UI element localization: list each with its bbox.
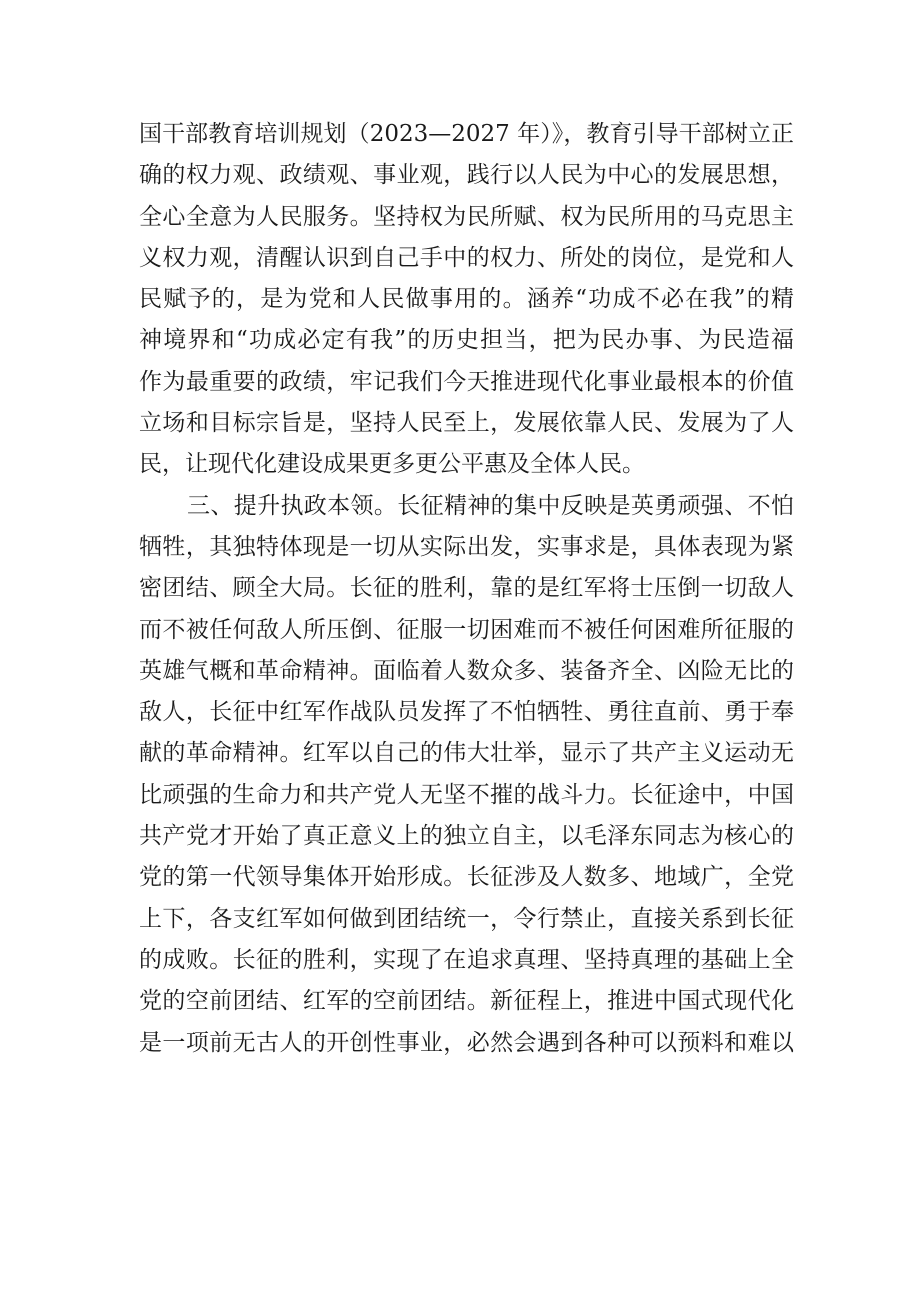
paragraph-1 xyxy=(139,114,794,486)
text-line: 密团结、顾全大局。长征的胜利，靠的是红军将士压倒一切敌人 xyxy=(139,575,794,602)
text-line: 三、提升执政本领。长征精神的集中反映是英勇顽强、不怕 xyxy=(187,492,794,519)
text-line: 是一项前无古人的开创性事业，必然会遇到各种可以预料和难以 xyxy=(139,1029,794,1056)
text-line: 英雄气概和革命精神。面临着人数众多、装备齐全、凶险无比的 xyxy=(139,657,794,684)
text-line: 党的第一代领导集体开始形成。长征涉及人数多、地域广，全党 xyxy=(139,864,794,891)
text-line: 敌人，长征中红军作战队员发挥了不怕牺牲、勇往直前、勇于奉 xyxy=(139,699,794,726)
paragraph-2 xyxy=(139,486,794,1064)
text-line: 民，让现代化建设成果更多更公平惠及全体人民。 xyxy=(139,451,645,478)
text-line: 国干部教育培训规划（2023—2027 年）》，教育引导干部树立正 xyxy=(139,121,794,147)
text-line: 全心全意为人民服务。坚持权为民所赋、权为民所用的马克思主 xyxy=(139,203,794,230)
text-line: 上下，各支红军如何做到团结统一，令行禁止，直接关系到长征 xyxy=(139,905,794,932)
text-line: 共产党才开始了真正意义上的独立自主，以毛泽东同志为核心的 xyxy=(139,823,794,850)
text-line: 民赋予的，是为党和人民做事用的。涵养“功成不必在我”的精 xyxy=(139,286,794,313)
document-body xyxy=(139,114,794,1064)
text-line: 比顽强的生命力和共产党人无坚不摧的战斗力。长征途中，中国 xyxy=(139,781,794,808)
text-line: 神境界和“功成必定有我”的历史担当，把为民办事、为民造福 xyxy=(139,327,794,354)
text-line: 义权力观，清醒认识到自己手中的权力、所处的岗位，是党和人 xyxy=(139,244,794,271)
text-line: 牺牲，其独特体现是一切从实际出发，实事求是，具体表现为紧 xyxy=(139,533,794,560)
text-line: 献的革命精神。红军以自己的伟大壮举，显示了共产主义运动无 xyxy=(139,740,794,767)
text-line: 作为最重要的政绩，牢记我们今天推进现代化事业最根本的价值 xyxy=(139,368,794,395)
text-line: 立场和目标宗旨是，坚持人民至上，发展依靠人民、发展为了人 xyxy=(139,410,794,437)
text-line: 而不被任何敌人所压倒、征服一切困难而不被任何困难所征服的 xyxy=(139,616,794,643)
text-line: 党的空前团结、红军的空前团结。新征程上，推进中国式现代化 xyxy=(139,988,794,1015)
text-line: 确的权力观、政绩观、事业观，践行以人民为中心的发展思想， xyxy=(139,162,794,189)
text-line: 的成败。长征的胜利，实现了在追求真理、坚持真理的基础上全 xyxy=(139,946,794,973)
